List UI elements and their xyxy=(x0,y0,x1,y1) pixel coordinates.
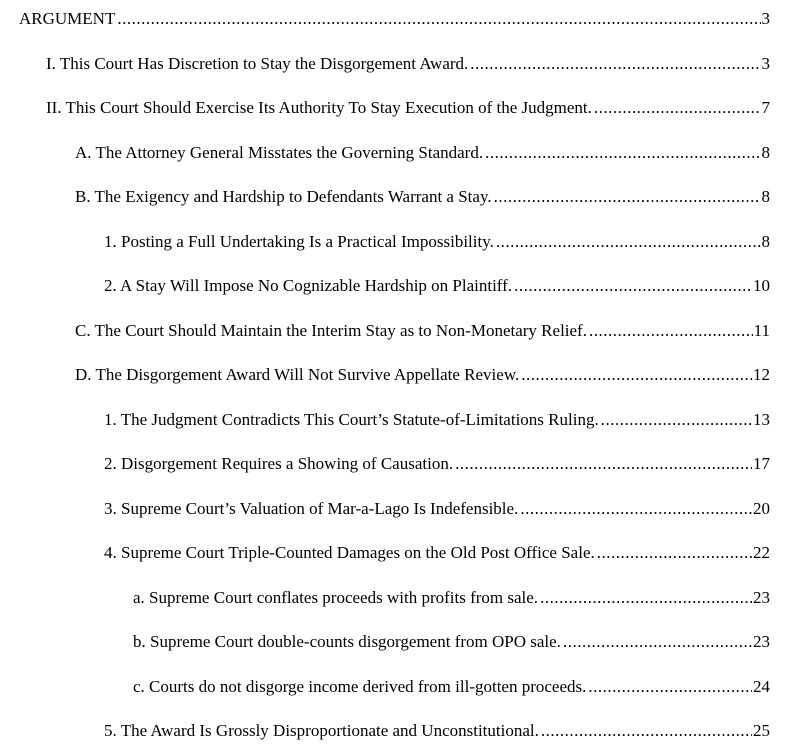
toc-entry-page: 8 xyxy=(761,232,770,251)
toc-entry-page: 22 xyxy=(753,543,770,562)
toc-entry-subsection-c xyxy=(75,321,770,341)
toc-entry-page: 8 xyxy=(761,143,770,162)
toc-entry-title: 1. Posting a Full Undertaking Is a Practical Impossibility. xyxy=(104,232,494,251)
dot-leader xyxy=(455,454,752,474)
toc-entry-page: 3 xyxy=(761,54,770,73)
toc-entry-d-5 xyxy=(104,721,770,741)
toc-entry-title: 2. Disgorgement Requires a Showing of Causation. xyxy=(104,454,454,473)
toc-entry-page: 13 xyxy=(753,410,770,429)
toc-entry-page: 12 xyxy=(753,365,770,384)
dot-leader xyxy=(597,543,752,563)
toc-entry-argument xyxy=(19,9,770,29)
toc-entry-d-1 xyxy=(104,410,770,430)
toc-entry-page: 11 xyxy=(753,321,770,340)
toc-entry-section-i xyxy=(46,54,770,74)
toc-entry-d-2 xyxy=(104,454,770,474)
toc-entry-title: 5. The Award Is Grossly Disproportionate and Unconstitutional. xyxy=(104,721,539,740)
toc-entry-page: 10 xyxy=(753,276,770,295)
dot-leader xyxy=(563,632,752,652)
toc-entry-title: b. Supreme Court double-counts disgorgement from OPO sale. xyxy=(133,632,561,651)
dot-leader xyxy=(496,232,761,252)
toc-entry-title: 1. The Judgment Contradicts This Court’s Statute-of-Limitations Ruling. xyxy=(104,410,599,429)
toc-entry-page: 25 xyxy=(753,721,770,740)
toc-entry-page: 20 xyxy=(753,499,770,518)
toc-entry-page: 8 xyxy=(761,187,770,206)
dot-leader xyxy=(514,276,752,296)
toc-entry-d-3 xyxy=(104,499,770,519)
toc-entry-subsection-d xyxy=(75,365,770,385)
toc-entry-subsection-a xyxy=(75,143,770,163)
toc-entry-title: A. The Attorney General Misstates the Governing Standard. xyxy=(75,143,484,162)
dot-leader xyxy=(485,143,760,163)
toc-entry-page: 23 xyxy=(753,632,770,651)
toc-entry-d-4 xyxy=(104,543,770,563)
dot-leader xyxy=(470,54,760,74)
dot-leader xyxy=(494,187,761,207)
toc-entry-subsection-b xyxy=(75,187,770,207)
toc-entry-d-4-c xyxy=(133,677,770,697)
toc-entry-title: B. The Exigency and Hardship to Defendants Warrant a Stay. xyxy=(75,187,492,206)
toc-entry-title: 2. A Stay Will Impose No Cognizable Hardship on Plaintiff. xyxy=(104,276,513,295)
toc-entry-page: 23 xyxy=(753,588,770,607)
toc-entry-title: I. This Court Has Discretion to Stay the Disgorgement Award. xyxy=(46,54,469,73)
toc-entry-title: c. Courts do not disgorge income derived from ill-gotten proceeds. xyxy=(133,677,587,696)
dot-leader xyxy=(540,588,752,608)
dot-leader xyxy=(541,721,752,741)
toc-entry-b-2 xyxy=(104,276,770,296)
dot-leader xyxy=(601,410,752,430)
toc-entry-section-ii xyxy=(46,98,770,118)
toc-entry-title: 4. Supreme Court Triple-Counted Damages on the Old Post Office Sale. xyxy=(104,543,595,562)
dot-leader xyxy=(588,677,752,697)
toc-entry-d-4-b xyxy=(133,632,770,652)
dot-leader xyxy=(594,98,761,118)
toc-entry-b-1 xyxy=(104,232,770,252)
toc-entry-title: a. Supreme Court conflates proceeds with profits from sale. xyxy=(133,588,539,607)
toc-entry-d-4-a xyxy=(133,588,770,608)
dot-leader xyxy=(521,365,752,385)
toc-entry-page: 17 xyxy=(753,454,770,473)
toc-entry-title: 3. Supreme Court’s Valuation of Mar-a-Lago Is Indefensible. xyxy=(104,499,519,518)
toc-entry-title: II. This Court Should Exercise Its Authority To Stay Execution of the Judgment. xyxy=(46,98,592,117)
toc-entry-page: 3 xyxy=(761,9,770,28)
toc-entry-title: D. The Disgorgement Award Will Not Survive Appellate Review. xyxy=(75,365,520,384)
dot-leader xyxy=(520,499,752,519)
toc-entry-title: C. The Court Should Maintain the Interim Stay as to Non-Monetary Relief. xyxy=(75,321,587,340)
dot-leader xyxy=(589,321,753,341)
toc-entry-page: 7 xyxy=(761,98,770,117)
toc-entry-title: ARGUMENT xyxy=(19,9,116,28)
dot-leader xyxy=(117,9,760,29)
toc-entry-page: 24 xyxy=(753,677,770,696)
